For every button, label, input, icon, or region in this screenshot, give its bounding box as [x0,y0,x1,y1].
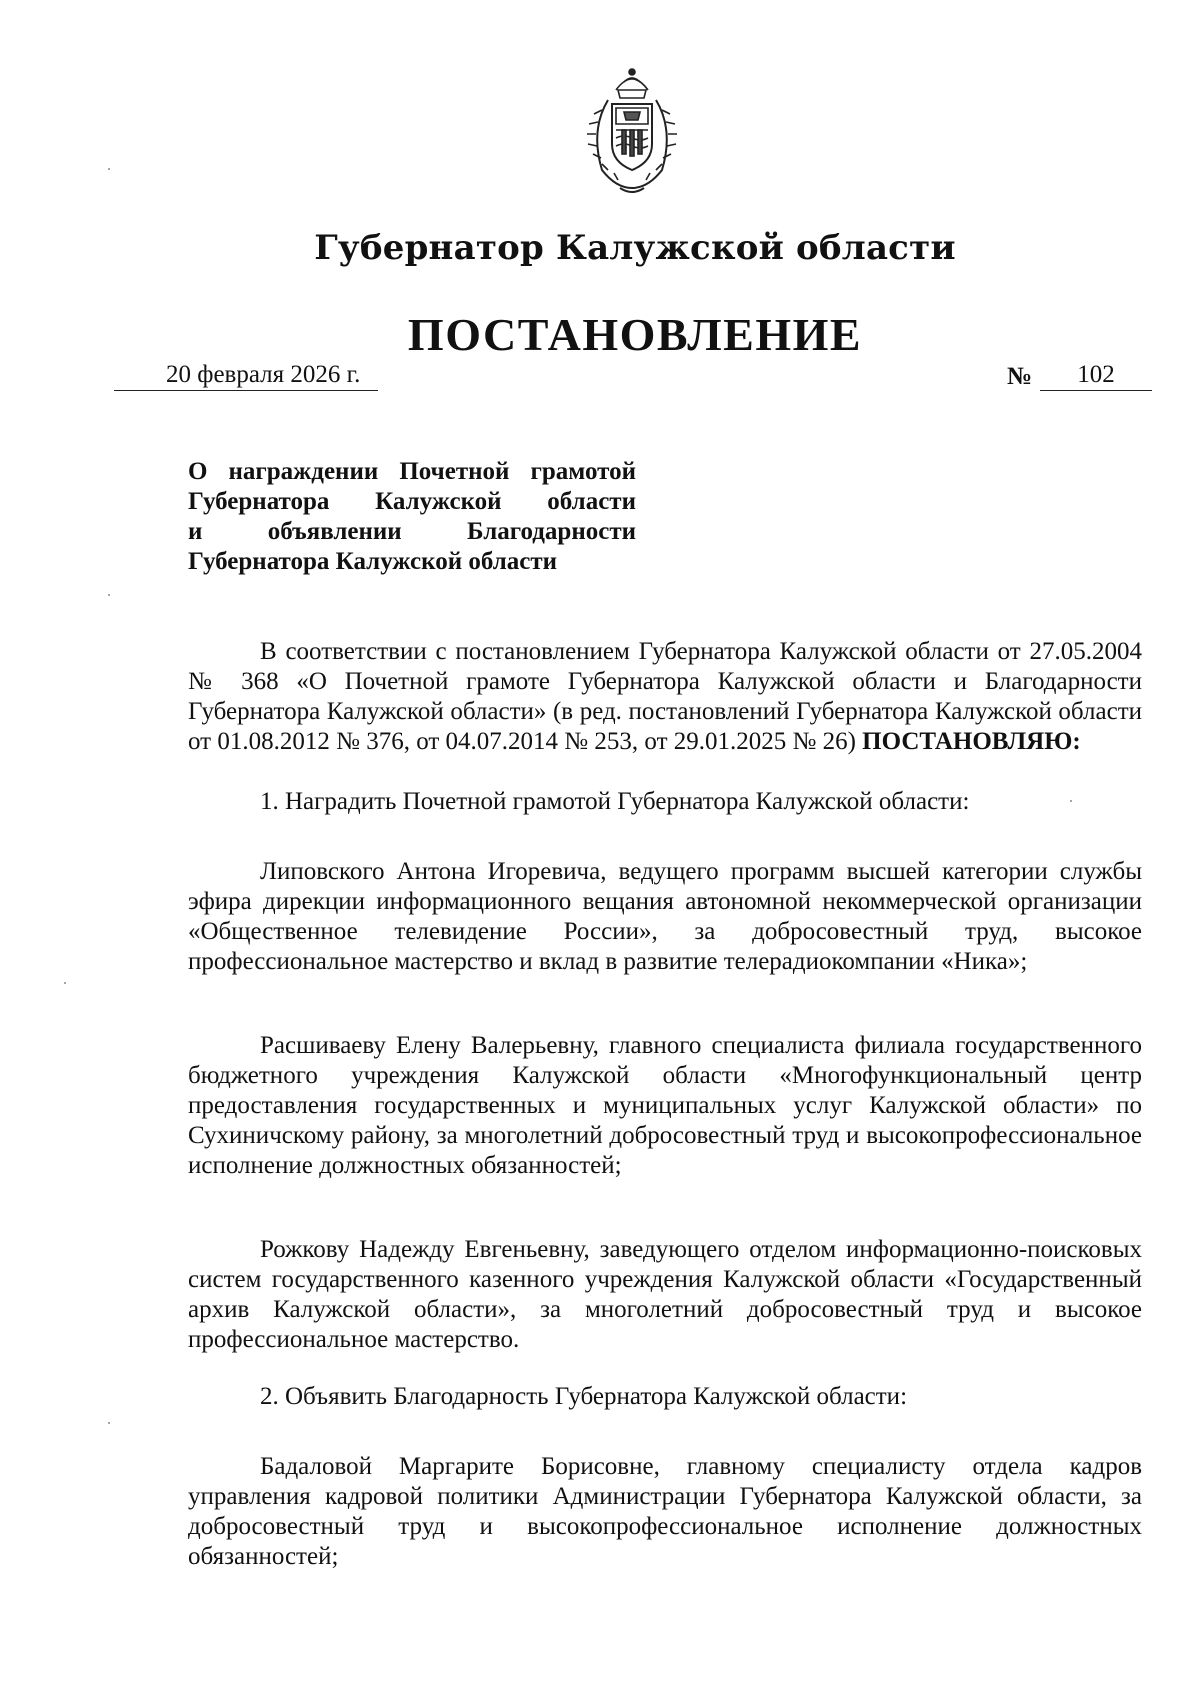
award-paragraph: Липовского Антона Игоревича, ведущего программ высшей категории службы эфира дирекции информационного вещания автономной некоммерческой организации «Общественное телевидение России», за добросовестный труд, высокое профессиональное мастерство и вклад в развитие телерадиокомпании «Ника»; [188,858,1142,975]
scan-speck [108,168,110,170]
document-subject [188,457,636,577]
gratitude-item-1 [188,1452,1142,1572]
subject-line: и объявлении Благодарности [188,518,636,545]
kaluga-coat-of-arms-icon [572,60,692,200]
award-paragraph: Расшиваеву Елену Валерьевну, главного специалиста филиала государственного бюджетного учреждения Калужской области «Многофункциональный центр предоставления государственных и муниципальных услуг Калужской области» по Сухиничскому району, за многолетний добросовестный труд и высокопрофессиональное исполнение должностных обязанностей; [188,1032,1142,1179]
document-type: ПОСТАНОВЛЕНИЕ [407,309,863,360]
award-item-2 [188,1031,1142,1181]
award-item-1 [188,857,1142,977]
scan-speck [108,594,110,596]
scan-speck [64,982,66,984]
issuing-authority: Губернатор Калужской области [314,228,956,268]
subject-line: Губернатора Калужской области [188,548,558,575]
subject-line: Губернатора Калужской области [188,488,636,515]
document-number: 102 [1040,360,1152,391]
award-paragraph: Рожкову Надежду Евгеньевну, заведующего отделом информационно-поисковых систем государственного казенного учреждения Калужской области «Государственный архив Калужской области», за многолетний добросовестный труд и высокое профессиональное мастерство. [188,1236,1142,1353]
section-heading: 1. Наградить Почетной грамотой Губернатора Калужской области: [260,788,970,815]
section-2-heading [188,1382,1142,1412]
section-1-heading [188,787,1142,817]
number-label: № [1007,363,1033,390]
preamble-text: В соответствии с постановлением Губернатора Калужской области от 27.05.2004 № 368 «О Почетной грамоте Губернатора Калужской области и Благодарности Губернатора Калужской области» (в ред. постановлений Губернатора Калужской области от 01.08.2012 № 376, от 04.07.2014 № 253, от 29.01.2025 № 26) [188,638,1142,755]
section-heading: 2. Объявить Благодарность Губернатора Калужской области: [260,1383,908,1410]
scan-speck [1070,800,1072,802]
scan-speck [108,1422,110,1424]
subject-line: О награждении Почетной грамотой [188,458,636,485]
document-date: 20 февраля 2026 г. [114,360,378,391]
decree-word: ПОСТАНОВЛЯЮ: [862,728,1081,755]
preamble-paragraph [188,637,1142,757]
award-item-3 [188,1235,1142,1355]
gratitude-paragraph: Бадаловой Маргарите Борисовне, главному специалисту отдела кадров управления кадровой политики Администрации Губернатора Калужской области, за добросовестный труд и высокопрофессиональное исполнение должностных обязанностей; [188,1453,1142,1570]
